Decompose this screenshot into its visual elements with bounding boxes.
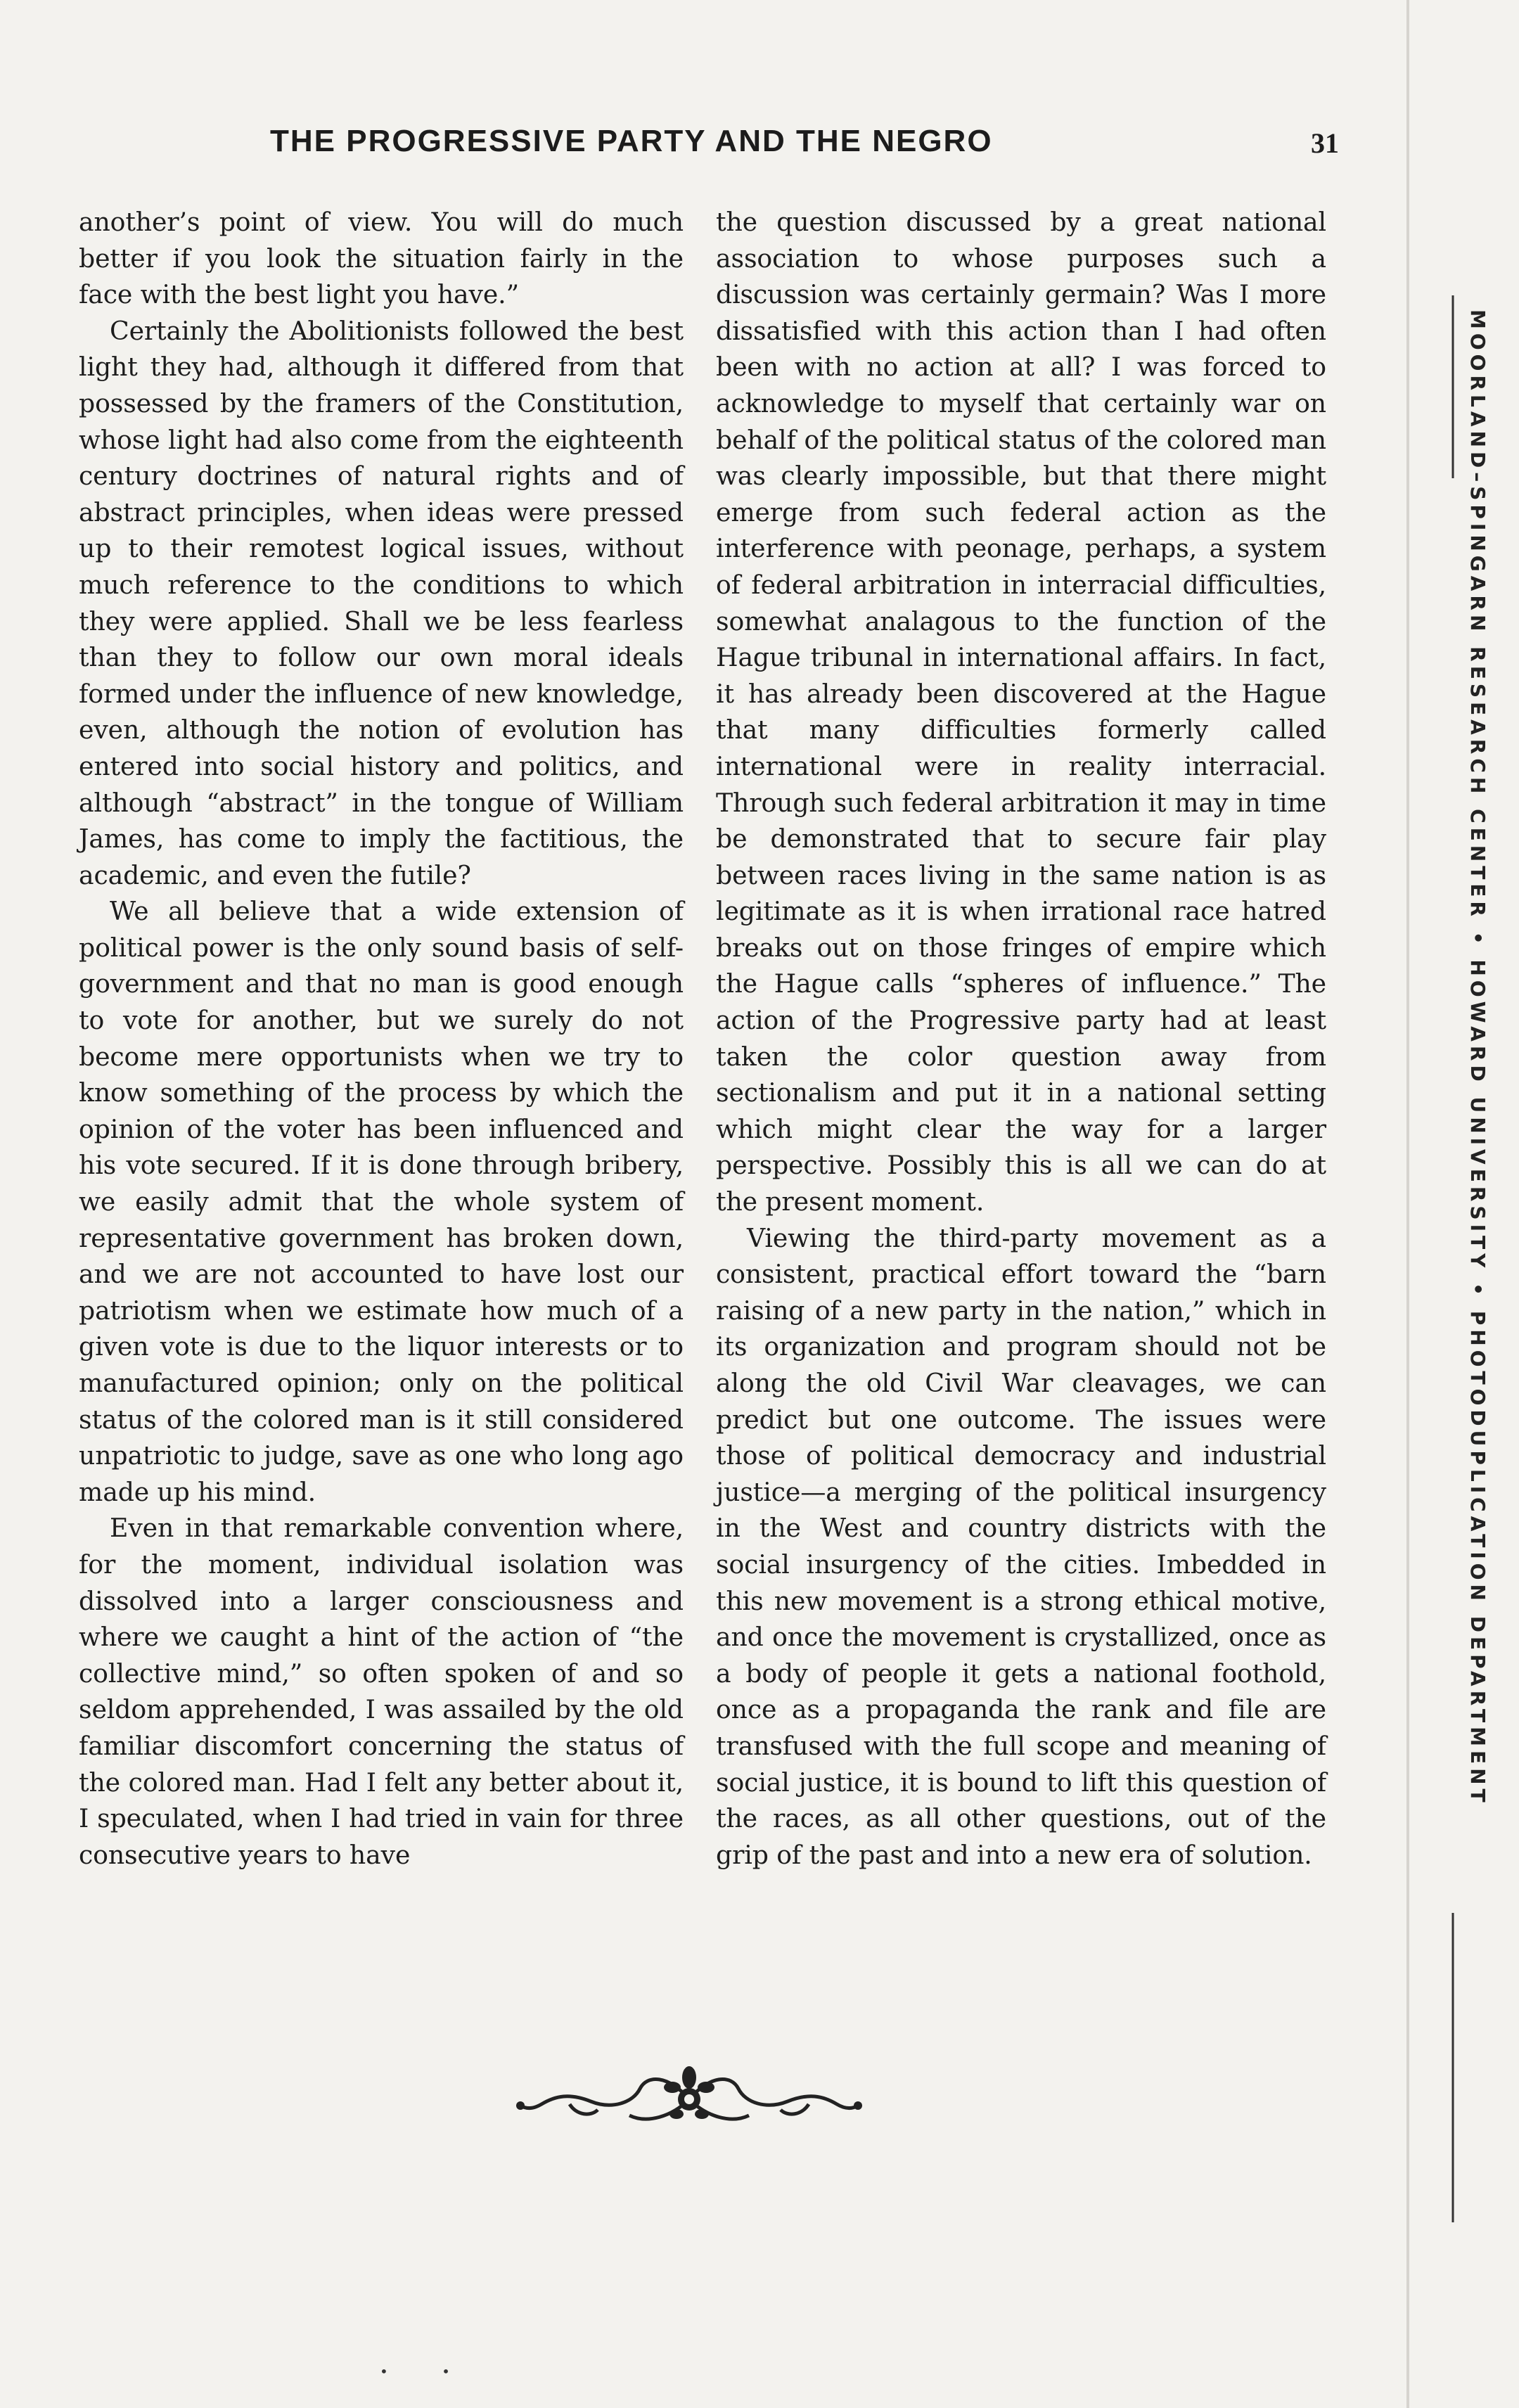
running-title: THE PROGRESSIVE PARTY AND THE NEGRO xyxy=(270,124,993,158)
left-column xyxy=(79,204,684,1873)
right-column xyxy=(716,204,1326,1873)
page-header xyxy=(270,124,1339,173)
page-edge-line xyxy=(1406,0,1409,2408)
paragraph: another’s point of view. You will do much better if you look the situation fairly in the face with the best light you have.” xyxy=(79,207,684,310)
paragraph: the question discussed by a great national association to whose purposes such a discussion was certainly germain? Was I more dissatisfied with this action than I had often been with no action at all? I was forced to acknowledge to myself that certainly war on behalf of the political status of the colored man was clearly impossible, but that there might emerge from such federal action as the interference with peonage, perhaps, a system of federal arbitration in interracial difficulties, somewhat analagous to the function of the Hague tribunal in international affairs. In fact, it has already been discovered at the Hague that many difficulties formerly called international were in reality interracial. Through such federal arbitration it may in time be demonstrated that to secure fair play between races living in the same nation is as legitimate as it is when irrational race hatred breaks out on those fringes of empire which the Hague calls “spheres of influence.” The action of the Progressive party had at least taken the color question away from sectionalism and put it in a national setting which might clear the way for a larger perspective. Possibly this is all we can do at the present moment. xyxy=(716,207,1326,1217)
paragraph: Certainly the Abolitionists followed the best light they had, although it differed from that possessed by the framers of the Constitution, whose light had also come from the eighteenth century doctrines of natural rights and of abstract principles, when ideas were pressed up to their remotest logical issues, without much reference to the conditions to which they were applied. Shall we be less fearless than they to follow our own moral ideals formed under the influence of new knowledge, even, although the notion of evolution has entered into social history and politics, and although “abstract” in the tongue of William James, has come to imply the factitious, the academic, and even the futile? xyxy=(79,315,684,890)
scan-artifact-dots: • • xyxy=(380,2363,450,2380)
archive-stamp-text: MOORLAND–SPINGARN RESEARCH CENTER • HOWARD UNIVERSITY • PHOTODUPLICATION DEPARTMENT xyxy=(1466,309,1489,1807)
page-number: 31 xyxy=(1311,127,1339,159)
paragraph: Viewing the third-party movement as a consistent, practical effort toward the “barn raising of a new party in the nation,” which in its organization and program should not be along the old Civil War cleavages, we can predict but one outcome. The issues were those of political democracy and industrial justice—a merging of the political insurgency in the West and country districts with the social insurgency of the cities. Imbedded in this new movement is a strong ethical motive, and once the movement is crystallized, once as a body of people it gets a national foothold, once as a propaganda the rank and file are transfused with the full scope and meaning of social justice, it is bound to lift this question of the races, as all other questions, out of the grip of the past and into a new era of solution. xyxy=(716,1222,1326,1870)
floral-ornament-icon xyxy=(506,2061,872,2138)
paragraph: We all believe that a wide extension of political power is the only sound basis of self-government and that no man is good enough to vote for another, but we surely do not become mere opportunists when we try to know something of the process by which the opinion of the voter has been influenced and his vote secured. If it is done through bribery, we easily admit that the whole system of representative government has broken down, and we are not accounted to have lost our patriotism when we estimate how much of a given vote is due to the liquor interests or to manufactured opinion; only on the political status of the colored man is it still considered unpatriotic to judge, save as one who long ago made up his mind. xyxy=(79,896,684,1507)
paragraph: Even in that remarkable convention where, for the moment, individual isolation was dissolved into a larger consciousness and where we caught a hint of the action of “the collective mind,” so often spoken of and so seldom apprehended, I was assailed by the old familiar discomfort concerning the status of the colored man. Had I felt any better about it, I speculated, when I had tried in vain for three consecutive years to have xyxy=(79,1513,684,1870)
